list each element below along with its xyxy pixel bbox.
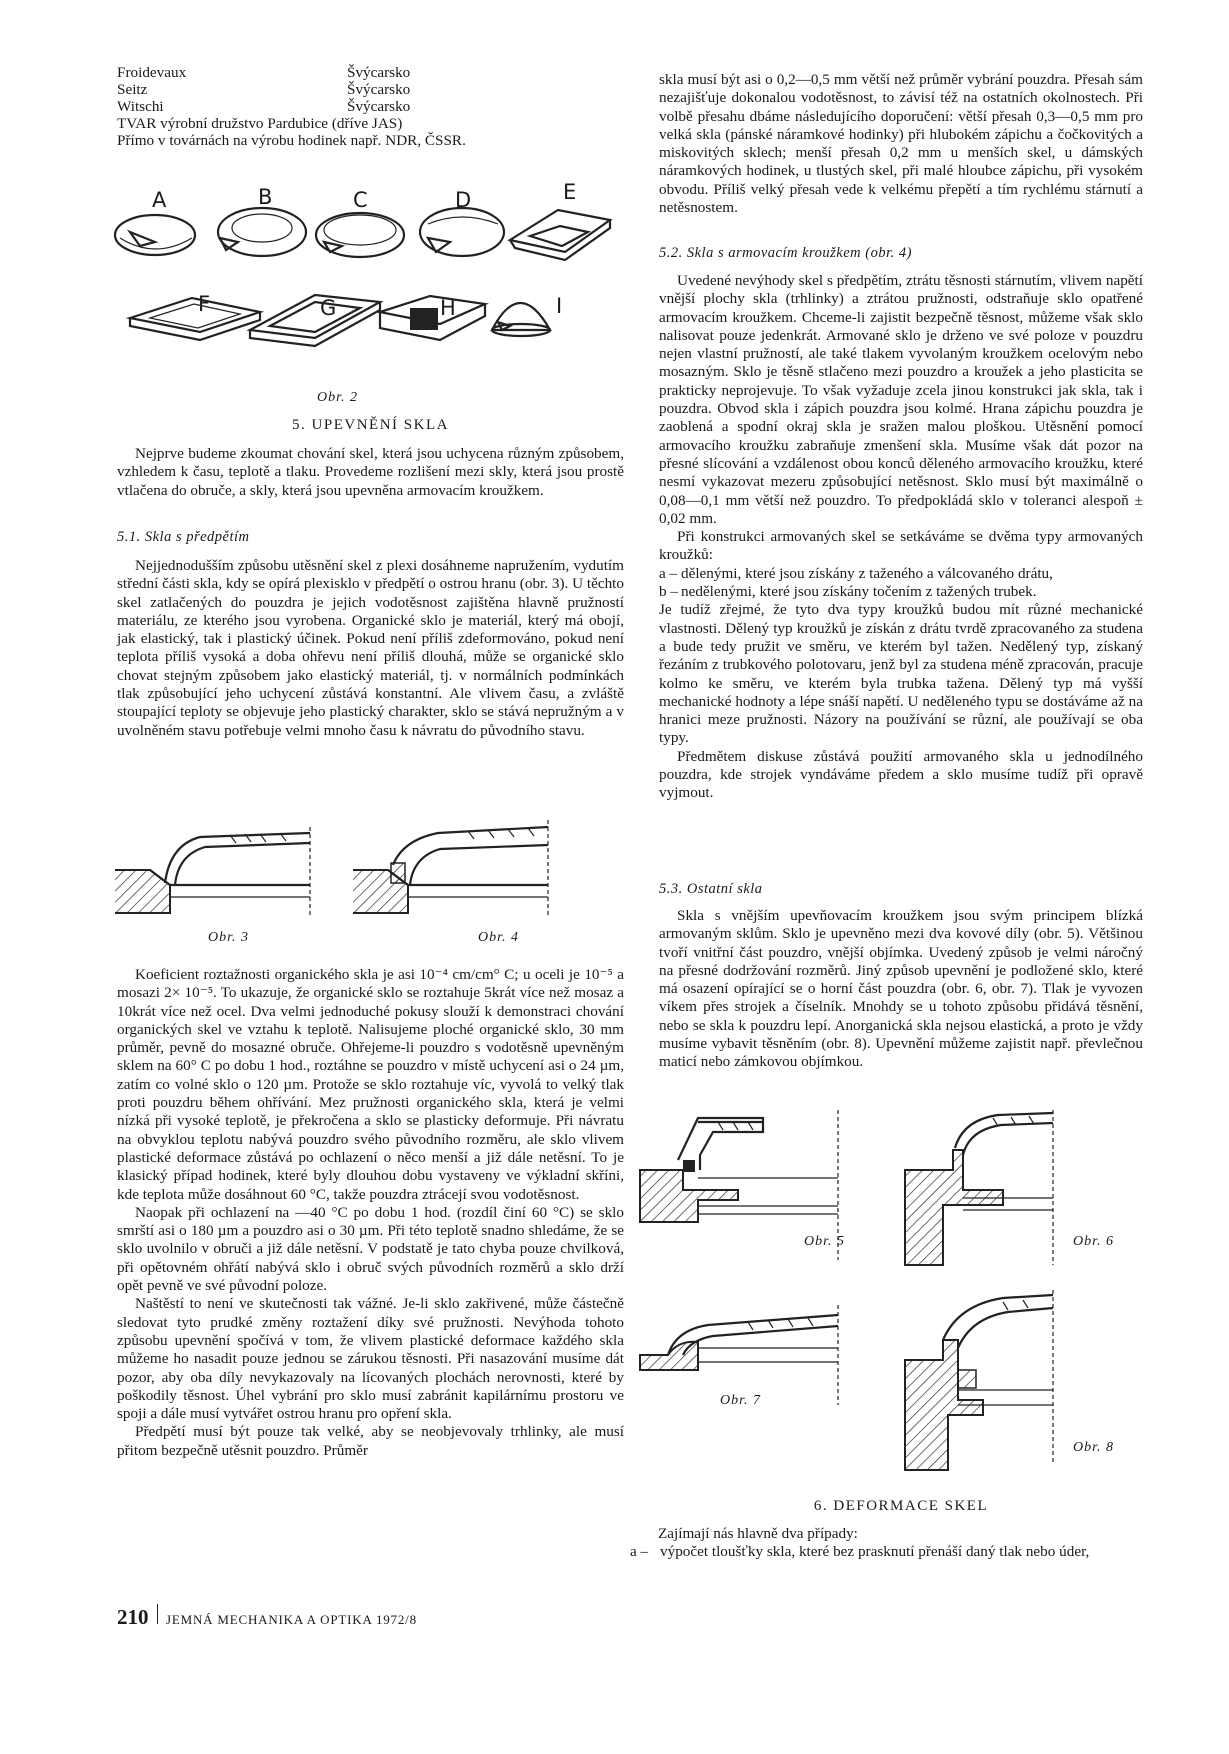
fig6-caption: Obr. 6 — [1073, 1234, 1115, 1249]
paragraph: Nejjednodušším způsobu utěsnění skel z plexi dosáhneme napružením, vydutím střední části skla, kdy se opírá plexisklo v předpětí o ostrou hranu (obr. 3). U těchto skel zatlačených do pouzdra je jejich vodotěsnost zajištěna hlavně pružností materiálu, ze kterého jsou vyrobena. Organické sklo je materiál, který má obojí, jak elastický, tak i plastický účinek. Pokud není příliš zdeformováno, pokud není teplota příliš vysoká a doba ohřevu není příliš dlouhá, může se organické sklo chovat stejným způsobem jako elastický materiál, tj. v normálních podmínkách tlak způsobující jeho uchycení zůstává konstantní. Ale vlivem času, a zvláště stoupající teploty se objevuje jeho plastický charakter, sklo se stává nepružným a v uvolněném stavu potřebuje velmi mnoho času k návratu do původního stavu. — [117, 557, 624, 739]
section-51-heading: 5.1. Skla s předpětím — [117, 529, 250, 545]
list-item: a – dělenými, které jsou získány z taženého a válcovaného drátu, — [659, 564, 1053, 582]
paragraph: Naopak při ochlazení na —40 °C po dobu 1 hod. (rozdíl činí 60 °C) se sklo smrští asi o 180 µm a pouzdro asi o 30 µm. Při této teplotě snadno shledáme, že se sklo uvolnilo v obruči a již dále netěsní. V podstatě je tato chyba pouze chvilková, při opětovném ohřátí nabývá sklo i obruč svých původních rozměrů a sklo drží opět pevně ve své původní poloze. — [117, 1203, 624, 1295]
journal-name: JEMNÁ MECHANIKA A OPTIKA 1972/8 — [166, 1612, 417, 1627]
fig7-caption: Obr. 7 — [720, 1393, 762, 1408]
paragraph: Zajímají nás hlavně dva případy: — [658, 1525, 858, 1542]
section-6-heading: 6. DEFORMACE SKEL — [813, 1498, 989, 1514]
figure-6 — [903, 1110, 1063, 1270]
page-footer — [117, 1604, 417, 1630]
fig2-drawing — [110, 180, 630, 380]
fig5-caption: Obr. 5 — [804, 1234, 846, 1249]
right-column-top — [659, 71, 1143, 217]
fig2-letter-d: D — [455, 188, 472, 212]
section-51-body — [117, 557, 624, 740]
glass-shape-e — [510, 210, 610, 260]
left-column-body — [117, 966, 624, 1460]
paragraph: Nejprve budeme zkoumat chování skel, která jsou uchycena různým způsobem, vzhledem k času, teplotě a tlaku. Provedeme rozlišení mezi skly, která jsou prostě vtlačena do obruče, a skly, která jsou upevněna armovacím kroužkem. — [117, 445, 624, 499]
list-item: b – nedělenými, které jsou získány točením z tažených trubek. — [659, 583, 1037, 601]
fig2-caption: Obr. 2 — [317, 390, 359, 405]
paragraph: Naštěstí to není ve skutečnosti tak vážné. Je-li sklo zakřivené, může částečně sledovat tyto prudké změny roztažení díky své pružnosti. Nevýhoda tohoto způsobu upevnění spočívá v tom, že vlivem plastické deformace každého skla můžeme ho nasadit pouze jednou se zárukou těsnosti. Při nasazování musíme dát pozor, aby oba díly nevykazovaly na lícovaných plochách nerovnosti, které by poškodily těsnost. Úhel vybrání pro sklo musí zabránit kapilárnímu prostoru ve spoji a dále musí vytvářet ostrou hranu pro opření skla. — [117, 1295, 624, 1423]
manufacturer-row: Seitz Švýcarsko — [117, 81, 411, 98]
fig2-letter-b: B — [258, 185, 273, 209]
manufacturer-row: Froidevaux Švýcarsko — [117, 64, 411, 81]
fig2-letter-c: C — [353, 188, 368, 212]
fig2-letter-h: H — [440, 296, 456, 320]
section-6-body — [630, 1525, 1143, 1562]
glass-shape-g — [250, 295, 380, 346]
paragraph: Při konstrukci armovaných skel se setkáváme se dvěma typy armovaných kroužků: — [659, 528, 1143, 564]
section-52-body — [659, 272, 1143, 803]
glass-shape-h — [380, 296, 485, 340]
figure-3 — [110, 805, 320, 920]
figure-2 — [110, 180, 630, 420]
paragraph: Skla s vnějším upevňovacím kroužkem jsou svým principem blízká armovaným sklům. Sklo je upevněno mezi dva kovové díly (obr. 5). Většinou tvoří vnitřní část pouzdro, vnější objímka. Uvedený způsob je velmi náročný na přesné dodržování rozměrů. Jiný způsob upevnění je podložené sklo, které má osazení opírající se o horní část pouzdra (obr. 6, obr. 7). Tlak je vyvozen víkem přes strojek a číselník. Mnohdy se u tohoto způsobu přidává těsnění, nebo se skla k pouzdru lepí. Anorganická skla nejsou elastická, a proto je vždy musíme vybavit těsněním (obr. 8). Upevnění můžeme zajistit např. převlečnou maticí nebo zámkovou objímkou. — [659, 907, 1143, 1071]
paragraph: skla musí být asi o 0,2—0,5 mm větší než průměr vybrání pouzdra. Přesah sám nezajišťuje dokonalou vodotěsnost, to závisí též na ostatních okolnostech. Při volbě přesahu dbáme následujícího doporučení: větší přesah 0,3—0,5 mm pro velká skla (pánské náramkové hodinky) při hlubokém zápichu a čočkovitých a miskovitých sklech; menší přesah 0,2 mm u menších skel, u dámských náramkových hodinek, u tlustých skel, při malé hloubce zápichu, při vysokém obvodu. Příliš velký přesah vede k velkému přepětí a tím rychlému stárnutí a netěsnostem. — [659, 71, 1143, 217]
fig8-caption: Obr. 8 — [1073, 1440, 1115, 1455]
glass-shape-i — [492, 303, 550, 336]
page-number: 210 — [117, 1605, 149, 1629]
list-item: a – výpočet tloušťky skla, které bez prasknutí přenáší daný tlak nebo úder, — [630, 1543, 1090, 1561]
section-53-heading: 5.3. Ostatní skla — [659, 881, 763, 897]
paragraph: Předmětem diskuse zůstává použití armovaného skla u jednodílného pouzdra, kde strojek vyndáváme předem a sklo musíme tudíž při opravě vyjmout. — [659, 747, 1143, 802]
fig2-letter-i: I — [556, 294, 563, 318]
glass-shape-b — [218, 208, 306, 256]
section-5-intro — [117, 445, 624, 500]
fig2-letter-g: G — [320, 296, 337, 320]
paragraph: Předpětí musí být pouze tak velké, aby se neobjevovaly trhlinky, ale musí přitom bezpečně utěsnit pouzdro. Průměr — [117, 1423, 624, 1459]
glass-shape-d — [420, 208, 504, 256]
figure-4 — [348, 805, 558, 920]
figure-8 — [903, 1290, 1093, 1470]
paragraph: Uvedené nevýhody skel s předpětím, ztrátu těsnosti stárnutím, vlivem napětí vnější plochy skla (trhlinky) a ztrátou pružnosti, odstraňuje sklo opatřené armovacím kroužkem. Chceme-li zajistit bezpečně těsnost, můžeme však sklo nalisovat pouze jedenkrát. Armované sklo je drženo ve své poloze v pouzdru nejen vlastní pružností, ale také tlakem vyvolaným kroužkem ocelovým nebo mosazným. Sklo je těsně stlačeno mezi pouzdro a kroužek a jeho plasticita se prakticky neprojevuje. To však vyžaduje zcela jinou konstrukci jak skla, tak i pouzdra. Obvod skla i zápich pouzdra jsou kolmé. Hrana zápichu pouzdra je zaoblená a spodní okraj skla je sražen malou ploškou. Utěsnění pomocí armovacího kroužku zabraňuje zmenšení skla. Musíme však dát pozor na přesné slícování a vzdálenost obou konců děleného armovacího kroužku, které nesmí vykazovat mezeru způsobující netěsnost. Sklo musí být maximálně o 0,08—0,1 mm větší než pouzdro. To předpokládá sklo v toleranci alespoň ± 0,02 mm. — [659, 272, 1143, 527]
manufacturer-list — [117, 64, 637, 149]
manufacturer-line: Přímo v továrnách na výrobu hodinek např. NDR, ČSSR. — [117, 132, 466, 149]
section-52-heading: 5.2. Skla s armovacím kroužkem (obr. 4) — [659, 245, 912, 261]
manufacturer-row: Witschi Švýcarsko — [117, 98, 411, 115]
section-5-heading: 5. UPEVNĚNÍ SKLA — [292, 417, 449, 433]
fig3-caption: Obr. 3 — [208, 930, 250, 945]
glass-shape-f — [130, 298, 260, 340]
glass-shape-c — [316, 213, 404, 257]
paragraph: Je tudíž zřejmé, že tyto dva typy kroužků budou mít různé mechanické vlastnosti. Dělený typ kroužků je získán z drátu tvrdě zpracovaného za studena a bude tedy pružit ve směru, ve kterém byl tažen. Nedělený typ, získaný řezáním z trubkového polotovaru, jenž byl za studena méně zpracován, pracuje kolmo ke směru, ve kterém byla trubka tažena. Dělený typ má vyšší mechanické hodnoty a lépe snáší napětí. U neděleného typu se dostáváme až na hranici meze pružnosti. Názory na používání se různí, ale používají se oba typy. — [659, 601, 1143, 747]
fig2-letter-a: A — [152, 188, 167, 212]
glass-shape-a — [115, 215, 195, 255]
footer-divider — [157, 1604, 159, 1624]
paragraph: Koeficient roztažnosti organického skla je asi 10⁻⁴ cm/cm° C; u oceli je 10⁻⁵ a mosazi 2× 10⁻⁵. To ukazuje, že organické sklo se roztahuje 5krát více než mosaz a 10krát více než ocel. Dva velmi jednoduché pokusy slouží k demonstraci chování organických skel ve vztahu k teplotě. Nalisujeme ploché organické sklo, 30 mm průměr, pevně do mosazné obruče. Ohřejeme-li pouzdro s vodotěsně upevněným sklem na 60° C po dobu 1 hod., roztáhne se pouzdro v místě uchycení asi o 24 µm, zatím co volné sklo o 120 µm. Protože se sklo roztahuje víc, vyvolá to velký tlak proti pouzdru během ohřívání. Mez pružnosti organického skla, která je velmi nízká při vysoké teplotě, je překročena a sklo se plasticky deformuje. Při návratu na obvyklou teplotu nabývá pouzdro svého původního rozměru, ale sklo vlivem plastické deformace zůstává po ochlazení o něco menší a již dále netěsní. To je klasický případ hodinek, které byly dlouhou dobu vystaveny ve výkladní skříni, kde teplota může dosáhnout 60 °C, takže pouzdra ztrácejí svou vodotěsnost. — [117, 966, 624, 1203]
fig4-caption: Obr. 4 — [478, 930, 520, 945]
manufacturer-line: TVAR výrobní družstvo Pardubice (dříve JAS) — [117, 115, 403, 132]
fig2-letter-f: F — [198, 292, 211, 316]
section-53-body — [659, 907, 1143, 1072]
fig2-letter-e: E — [563, 180, 577, 204]
